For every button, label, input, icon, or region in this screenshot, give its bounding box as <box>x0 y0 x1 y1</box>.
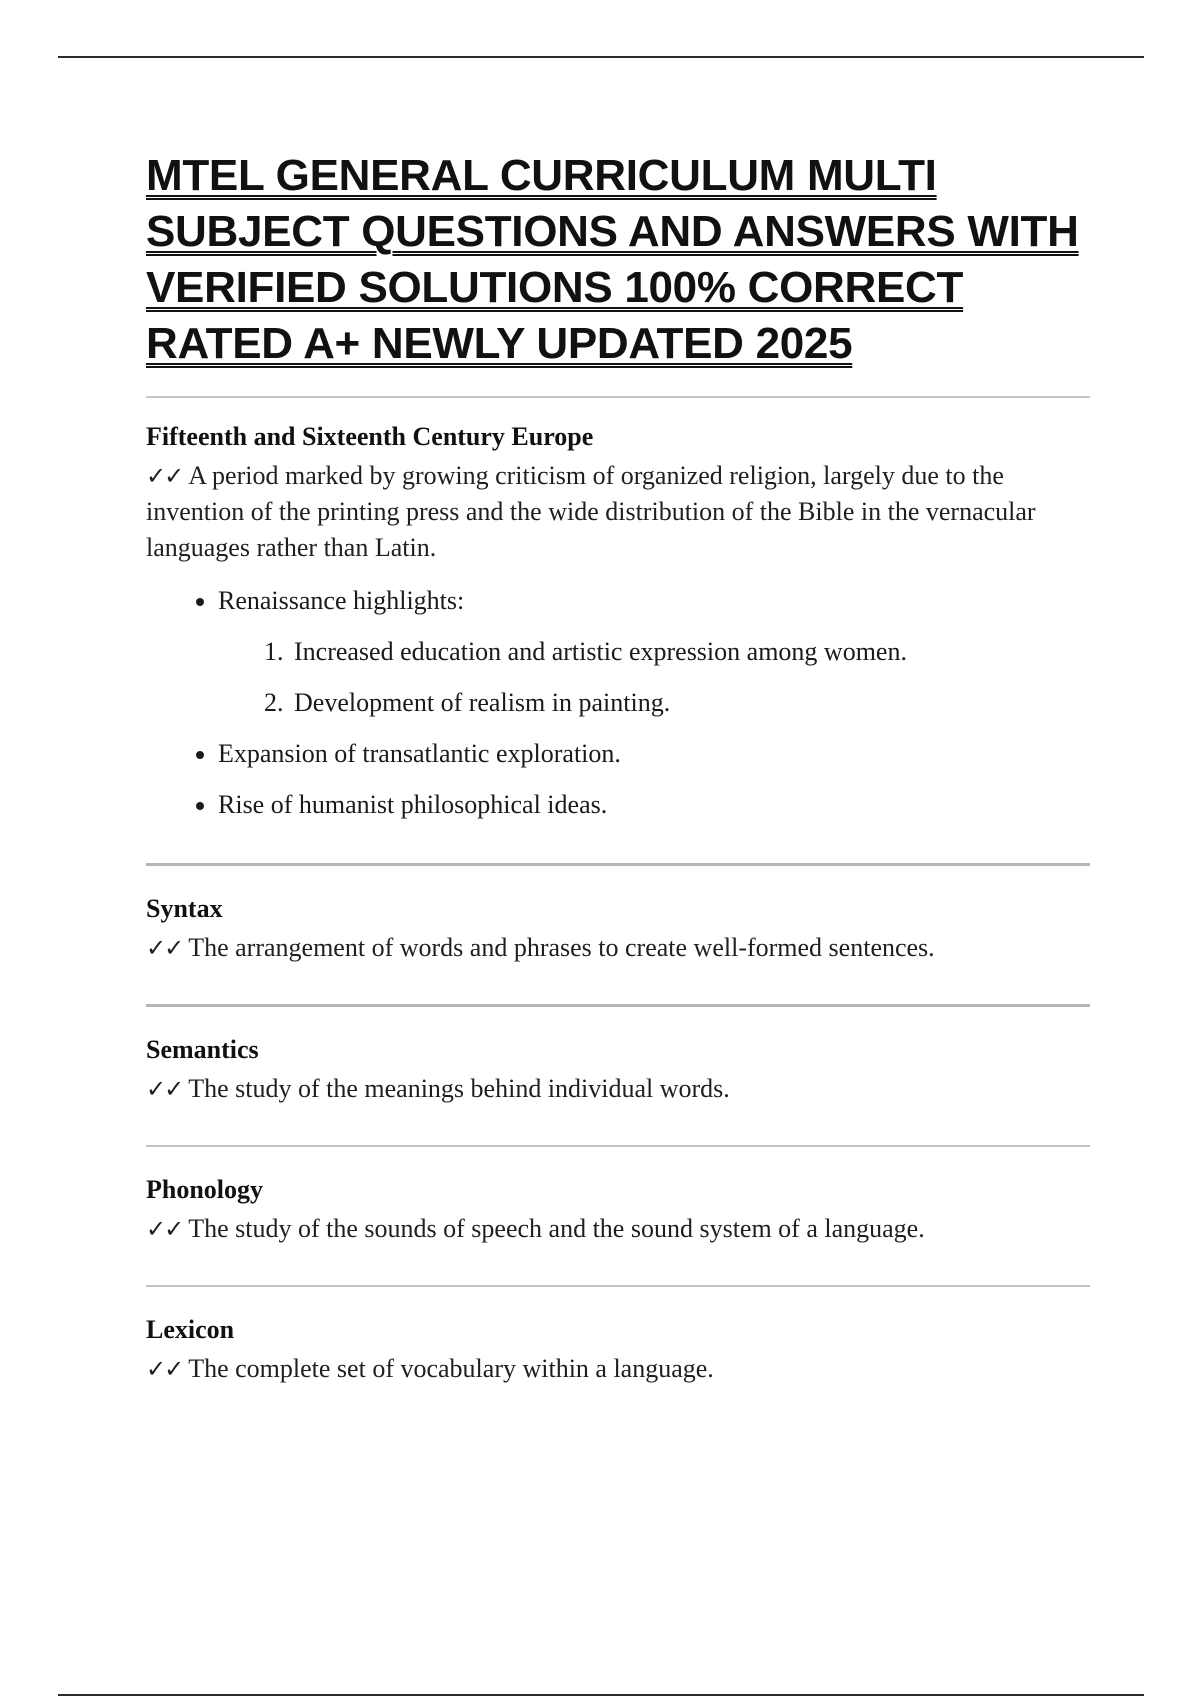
page-bottom-rule <box>58 1694 1144 1696</box>
document-body <box>146 148 1090 1387</box>
entry-semantics <box>146 1007 1090 1107</box>
list-item: 1. Increased education and artistic expression among women. <box>290 635 1090 669</box>
entry-lexicon <box>146 1287 1090 1387</box>
double-check-icon: ✓✓ <box>146 462 183 490</box>
double-check-icon: ✓✓ <box>146 1355 183 1383</box>
numbered-list <box>218 635 1090 720</box>
double-check-icon: ✓✓ <box>146 1075 183 1103</box>
list-item: • Renaissance highlights: 1. Increased education and artistic expression among women. 2. Development of realism in painting. <box>218 584 1090 720</box>
entry-definition: ✓✓ The arrangement of words and phrases to create well-formed sentences. <box>146 933 935 962</box>
list-item: • Expansion of transatlantic exploration. <box>218 737 1090 771</box>
entry-term: Lexicon <box>146 1315 235 1344</box>
entry-phonology <box>146 1147 1090 1247</box>
entry-term: Semantics <box>146 1035 259 1064</box>
page-top-rule <box>58 56 1144 58</box>
entry-fifteenth-sixteenth-century-europe <box>146 398 1090 822</box>
double-check-icon: ✓✓ <box>146 1215 183 1243</box>
bullet-list <box>146 584 1090 822</box>
list-item: 2. Development of realism in painting. <box>290 686 1090 720</box>
entry-term: Fifteenth and Sixteenth Century Europe <box>146 422 594 451</box>
entry-definition: ✓✓ The study of the sounds of speech and the sound system of a language. <box>146 1214 925 1243</box>
entry-definition: ✓✓ A period marked by growing criticism of organized religion, largely due to the invention of the printing press and the wide distribution of the Bible in the vernacular languages rather than Latin. <box>146 461 1036 562</box>
entry-definition: ✓✓ The complete set of vocabulary within a language. <box>146 1354 714 1383</box>
list-item: • Rise of humanist philosophical ideas. <box>218 788 1090 822</box>
entry-definition: ✓✓ The study of the meanings behind individual words. <box>146 1074 730 1103</box>
document-title: MTEL GENERAL CURRICULUM MULTI SUBJECT QUESTIONS AND ANSWERS WITH VERIFIED SOLUTIONS 100% CORRECT RATED A+ NEWLY UPDATED 2025 <box>146 151 1079 368</box>
double-check-icon: ✓✓ <box>146 934 183 962</box>
entry-syntax <box>146 866 1090 966</box>
entry-term: Syntax <box>146 894 223 923</box>
entry-term: Phonology <box>146 1175 264 1204</box>
